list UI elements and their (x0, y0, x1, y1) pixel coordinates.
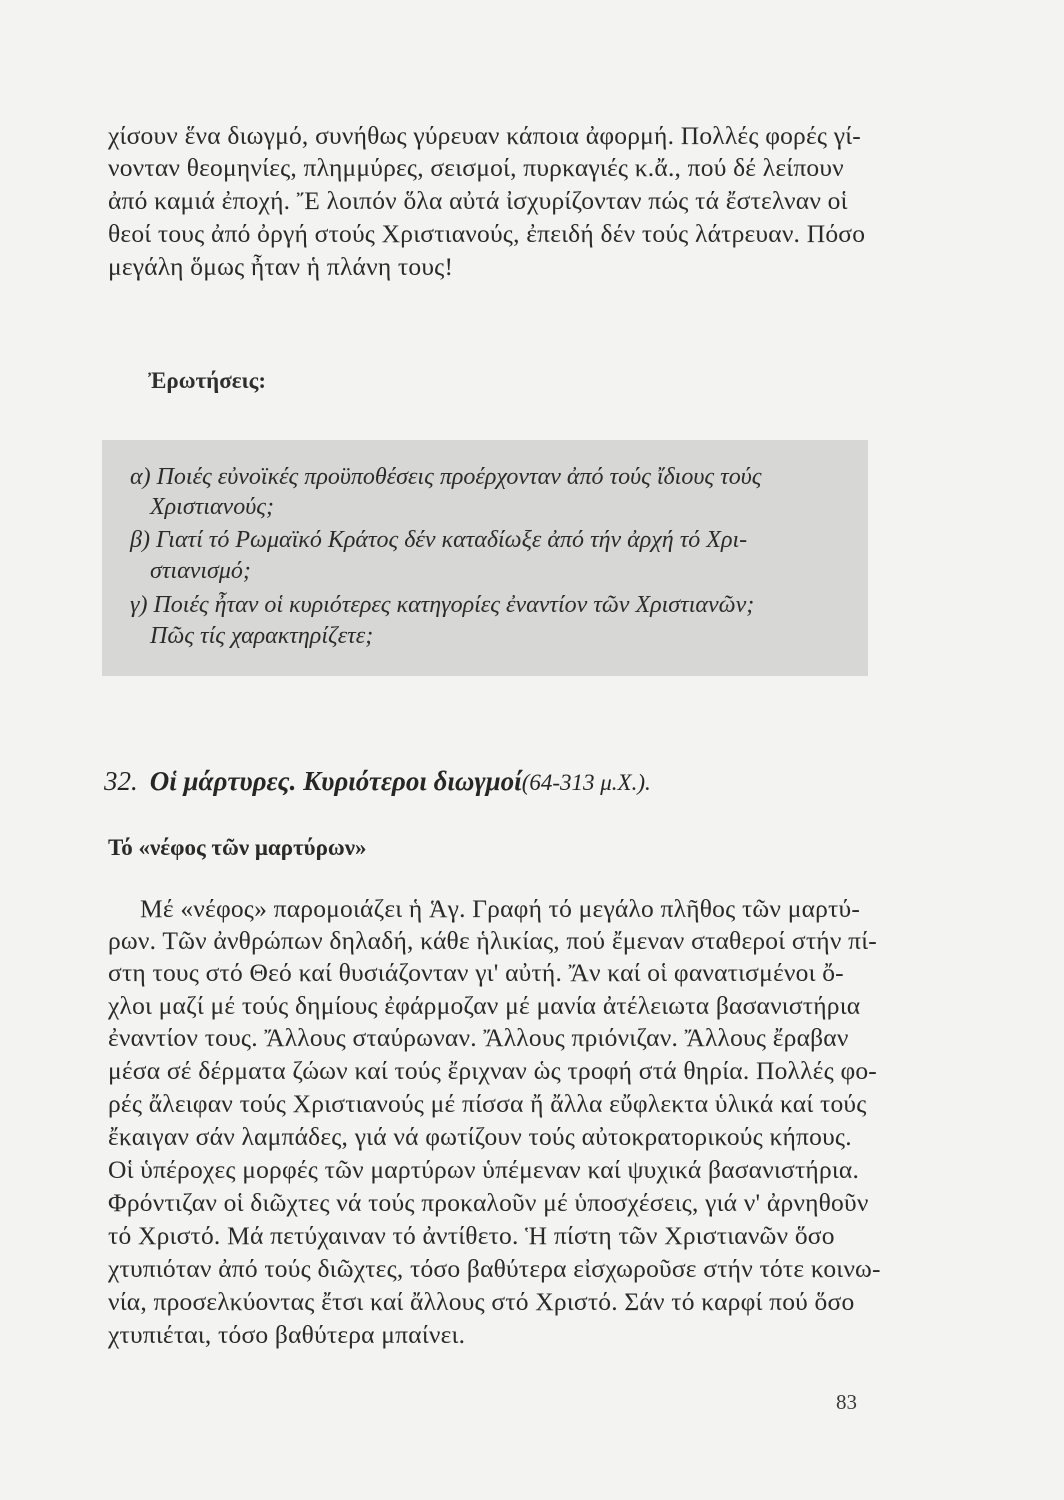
intro-line: χίσουν ἕνα διωγμό, συνήθως γύρευαν κάποια ἀφορμή. Πολλές φορές γί- (108, 121, 861, 150)
question-c-cont: Πῶς τίς χαρακτηρίζετε; (150, 623, 374, 649)
body-line: νία, προσελκύοντας ἔτσι καί ἄλλους στό Χριστό. Σάν τό καρφί πού ὅσο (108, 1287, 855, 1316)
intro-line: μεγάλη ὅμως ἦταν ἡ πλάνη τους! (108, 252, 454, 281)
body-line: ρων. Τῶν ἀνθρώπων δηλαδή, κάθε ἡλικίας, πού ἔμεναν σταθεροί στήν πί- (108, 926, 877, 955)
body-line: τό Χριστό. Μά πετύχαιναν τό ἀντίθετο. Ἡ πίστη τῶν Χριστιανῶν ὅσο (108, 1221, 835, 1250)
page-number: 83 (836, 1390, 857, 1414)
question-b: β) Γιατί τό Ρωμαϊκό Κράτος δέν καταδίωξε ἀπό τήν ἀρχή τό Χρι- (130, 527, 748, 553)
section-heading: Τό «νέφος τῶν μαρτύρων» (108, 835, 367, 860)
intro-line: νονταν θεομηνίες, πλημμύρες, σεισμοί, πυρκαγιές κ.ἄ., πού δέ λείπουν (108, 153, 844, 182)
lesson-title (104, 766, 651, 797)
body-line: ἔκαιγαν σάν λαμπάδες, γιά νά φωτίζουν τούς αὐτοκρατορικούς κήπους. (108, 1122, 852, 1151)
body-line: ρές ἄλειφαν τούς Χριστιανούς μέ πίσσα ἤ ἄλλα εὔφλεκτα ὑλικά καί τούς (108, 1089, 867, 1118)
lesson-title-text: Οἱ μάρτυρες. Κυριότεροι διωγμοί (149, 766, 522, 796)
lesson-number: 32. (104, 766, 138, 796)
body-line: χτυπιόταν ἀπό τούς διῶχτες, τόσο βαθύτερα εἰσχωροῦσε στήν τότε κοινω- (108, 1254, 881, 1283)
lesson-dates: (64-313 μ.Χ.). (521, 770, 651, 795)
question-b-cont: στιανισμό; (150, 558, 251, 584)
body-line: Φρόντιζαν οἱ διῶχτες νά τούς προκαλοῦν μέ ὑποσχέσεις, γιά ν' ἀρνηθοῦν (108, 1188, 869, 1217)
intro-line: θεοί τους ἀπό ὀργή στούς Χριστιανούς, ἐπειδή δέν τούς λάτρευαν. Πόσο (108, 219, 866, 248)
question-a-cont: Χριστιανούς; (150, 494, 274, 520)
body-line: μέσα σέ δέρματα ζώων καί τούς ἔριχναν ὡς τροφή στά θηρία. Πολλές φο- (108, 1056, 877, 1085)
body-line: ἐναντίον τους. Ἄλλους σταύρωναν. Ἄλλους πριόνιζαν. Ἄλλους ἔραβαν (108, 1023, 849, 1052)
question-a: α) Ποιές εὐνοϊκές προϋποθέσεις προέρχονταν ἀπό τούς ἴδιους τούς (130, 464, 762, 490)
body-line: Οἱ ὑπέροχες μορφές τῶν μαρτύρων ὑπέμεναν καί ψυχικά βασανιστήρια. (108, 1155, 860, 1184)
questions-heading: Ἐρωτήσεις: (148, 368, 267, 393)
body-line: Μέ «νέφος» παρομοιάζει ἡ Ἁγ. Γραφή τό μεγάλο πλῆθος τῶν μαρτύ- (140, 894, 861, 923)
body-line: στη τους στό Θεό καί θυσιάζονταν γι' αὐτή. Ἄν καί οἱ φανατισμένοι ὄ- (108, 958, 844, 987)
body-line: χλοι μαζί μέ τούς δημίους ἐφάρμοζαν μέ μανία ἀτέλειωτα βασανιστήρια (108, 991, 861, 1020)
intro-line: ἀπό καμιά ἐποχή. Ἔ λοιπόν ὅλα αὐτά ἰσχυρίζονταν πώς τά ἔστελναν οἱ (108, 186, 848, 215)
body-line: χτυπιέται, τόσο βαθύτερα μπαίνει. (108, 1320, 466, 1349)
question-c: γ) Ποιές ἦταν οἱ κυριότερες κατηγορίες ἐναντίον τῶν Χριστιανῶν; (130, 592, 755, 618)
